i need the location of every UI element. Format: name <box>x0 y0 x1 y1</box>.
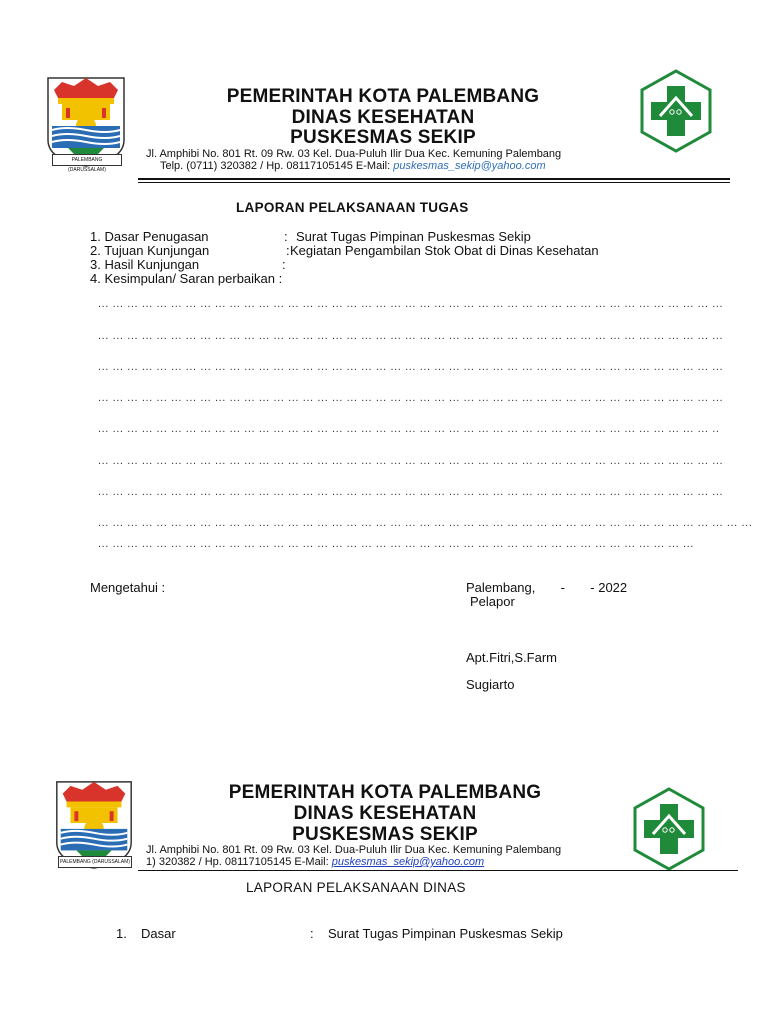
dot-line: ... ... ... ... ... ... ... ... ... ... ... ... ... ... ... ... ... ... ... ... ... ... ... ... ... ... ... ... ... ... ... ... ... ... ... ... ... ... ... ... ... ... ... <box>98 330 724 342</box>
header-rule <box>138 178 730 180</box>
place-date: Palembang, - - 2022 <box>466 580 628 595</box>
header-email[interactable]: puskesmas_sekip@yahoo.com <box>393 160 546 172</box>
header-department: DINAS KESEHATAN <box>291 107 475 128</box>
header-puskesmas: PUSKESMAS SEKIP <box>290 127 476 148</box>
item-dasar-value: Surat Tugas Pimpinan Puskesmas Sekip <box>296 229 531 244</box>
header-address: Jl. Amphibi No. 801 Rt. 09 Rw. 03 Kel. Dua-Puluh Ilir Dua Kec. Kemuning Palembang <box>146 148 562 160</box>
header-government: PEMERINTAH KOTA PALEMBANG <box>228 782 542 803</box>
emblem-banner-text: PALEMBANG (DARUSSALAM) <box>60 859 130 865</box>
header-rule <box>138 870 738 871</box>
item-kesimpulan-label: 4. Kesimpulan/ Saran perbaikan : <box>90 271 283 286</box>
item-dasar-sep: : <box>284 229 288 244</box>
dot-line: ... ... ... ... ... ... ... ... ... ... ... ... ... ... ... ... ... ... ... ... ... ... ... ... ... ... ... ... ... ... ... ... ... ... ... ... ... ... ... ... ... ... ... <box>98 298 724 310</box>
item-tujuan-sep: : <box>286 243 290 258</box>
dot-line: ... ... ... ... ... ... ... ... ... ... ... ... ... ... ... ... ... ... ... ... ... ... ... ... ... ... ... ... ... ... ... ... ... ... ... ... ... ... ... ... ... ... ... ... ... <box>98 517 753 529</box>
puskesmas-logo-icon <box>628 786 710 872</box>
header-contact <box>146 856 484 869</box>
item2-sep: : <box>310 926 314 941</box>
dot-line: ... ... ... ... ... ... ... ... ... ... ... ... ... ... ... ... ... ... ... ... ... ... ... ... ... ... ... ... ... ... ... ... ... ... ... ... ... ... ... ... ... <box>98 538 694 550</box>
header-puskesmas: PUSKESMAS SEKIP <box>292 824 478 845</box>
emblem-banner <box>58 856 132 868</box>
emblem-banner-text: PALEMBANG (DARUSSALAM) <box>68 157 106 173</box>
item2-num: 1. <box>116 926 127 941</box>
pelapor-label: Pelapor <box>470 594 515 609</box>
mengetahui-label: Mengetahui : <box>90 580 166 595</box>
header-government: PEMERINTAH KOTA PALEMBANG <box>226 86 540 107</box>
header-phone: 1) 320382 / Hp. 08117105145 E-Mail: <box>146 856 332 868</box>
puskesmas-logo-icon <box>638 68 714 154</box>
header-rule-thin <box>138 182 730 183</box>
dot-line: ... ... ... ... ... ... ... ... ... ... ... ... ... ... ... ... ... ... ... ... ... ... ... ... ... ... ... ... ... ... ... ... ... ... ... ... ... ... ... ... ... ... ... <box>98 361 724 373</box>
signer-name-1: Apt.Fitri,S.Farm <box>466 650 558 665</box>
item-hasil-label: 3. Hasil Kunjungan <box>90 257 200 272</box>
dot-line: ... ... ... ... ... ... ... ... ... ... ... ... ... ... ... ... ... ... ... ... ... ... ... ... ... ... ... ... ... ... ... ... ... ... ... ... ... ... ... ... ... ... ... <box>98 455 724 467</box>
dot-line: ... ... ... ... ... ... ... ... ... ... ... ... ... ... ... ... ... ... ... ... ... ... ... ... ... ... ... ... ... ... ... ... ... ... ... ... ... ... ... ... ... ... ... <box>98 486 724 498</box>
signer-name-2: Sugiarto <box>466 677 515 692</box>
header-contact <box>160 160 546 173</box>
header-department: DINAS KESEHATAN <box>293 803 477 824</box>
header-email[interactable]: puskesmas_sekip@yahoo.com <box>331 856 485 868</box>
item-tujuan-value: Kegiatan Pengambilan Stok Obat di Dinas Kesehatan <box>290 243 599 258</box>
report-title-2: LAPORAN PELAKSANAAN DINAS <box>246 880 466 895</box>
item2-value: Surat Tugas Pimpinan Puskesmas Sekip <box>328 926 563 941</box>
emblem-banner <box>52 154 122 173</box>
header-address: Jl. Amphibi No. 801 Rt. 09 Rw. 03 Kel. Dua-Puluh Ilir Dua Kec. Kemuning Palembang <box>146 844 562 856</box>
item-hasil-sep: : <box>282 257 286 272</box>
dot-line: ... ... ... ... ... ... ... ... ... ... ... ... ... ... ... ... ... ... ... ... ... ... ... ... ... ... ... ... ... ... ... ... ... ... ... ... ... ... ... ... ... ... ... <box>98 392 724 404</box>
item-tujuan-label: 2. Tujuan Kunjungan <box>90 243 210 258</box>
item2-label: Dasar <box>141 926 176 941</box>
dot-line: ... ... ... ... ... ... ... ... ... ... ... ... ... ... ... ... ... ... ... ... ... ... ... ... ... ... ... ... ... ... ... ... ... ... ... ... ... ... ... ... ... ... .. <box>98 423 720 435</box>
item-dasar-label: 1. Dasar Penugasan <box>90 229 209 244</box>
header-phone: Telp. (0711) 320382 / Hp. 08117105145 E-Mail: <box>160 160 394 172</box>
report-title: LAPORAN PELAKSANAAN TUGAS <box>236 200 469 215</box>
